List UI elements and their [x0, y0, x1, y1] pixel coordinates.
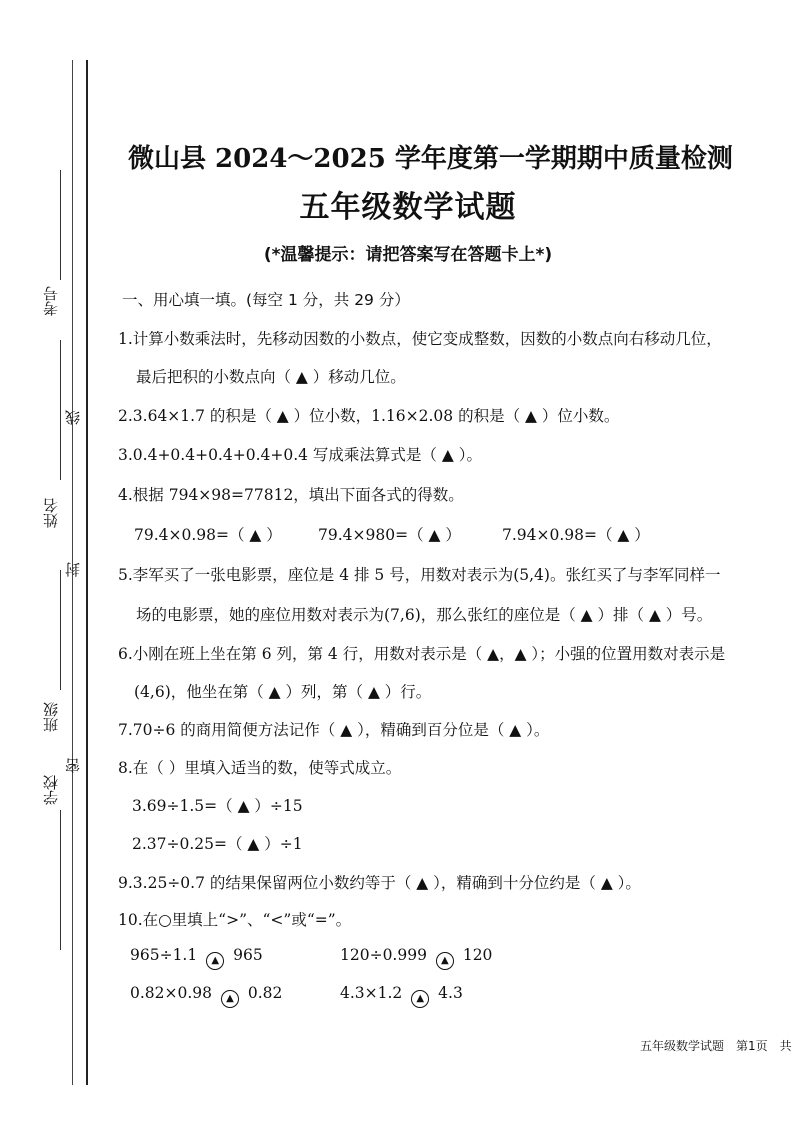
section-heading: 一、用心填一填。(每空 1 分，共 29 分）	[122, 291, 410, 309]
question-8-stem: 8.在（ ）里填入适当的数，使等式成立。	[118, 759, 402, 777]
name-label: 姓名	[42, 498, 60, 528]
compare-2-circle: ▲	[436, 952, 454, 970]
answer-tip: (*温馨提示：请把答案写在答题卡上*)	[263, 245, 553, 265]
class-blank	[60, 570, 61, 690]
question-4-b: 79.4×980=（ ▲ ）	[318, 526, 461, 544]
question-1-line2: 最后把积的小数点向（ ▲ ）移动几位。	[136, 368, 406, 386]
page-footer: 五年级数学试题 第1页 共	[640, 1039, 792, 1053]
exam-subtitle: 五年级数学试题	[299, 190, 517, 225]
binding-line-thick	[86, 60, 88, 1085]
compare-4-circle: ▲	[411, 990, 429, 1008]
school-label: 学校	[42, 775, 60, 805]
school-blank	[60, 810, 61, 950]
question-10-row1-left	[130, 946, 263, 970]
compare-4-right: 4.3	[438, 984, 463, 1002]
compare-3-circle: ▲	[221, 990, 239, 1008]
question-5-line1: 5.李军买了一张电影票，座位是 4 排 5 号，用数对表示为(5,4)。张红买了与李军同样一	[118, 566, 721, 584]
seal-line-char: 线	[64, 410, 82, 425]
compare-1-left: 965÷1.1	[130, 946, 198, 964]
compare-2-left: 120÷0.999	[340, 946, 427, 964]
question-1-line1: 1.计算小数乘法时，先移动因数的小数点，使它变成整数，因数的小数点向右移动几位，	[118, 330, 722, 348]
seal-seal-char: 封	[64, 562, 82, 577]
exam-title: 微山县 2024～2025 学年度第一学期期中质量检测	[128, 144, 733, 174]
question-10-row2-right	[340, 984, 463, 1008]
question-10-row2-left	[130, 984, 282, 1008]
question-6-line2: (4,6)，他坐在第（ ▲ ）列，第（ ▲ ）行。	[134, 683, 432, 701]
seal-secret-char: 密	[64, 758, 82, 773]
compare-2-right: 120	[462, 946, 493, 964]
question-8-b: 2.37÷0.25=（ ▲ ）÷1	[132, 835, 303, 853]
question-4-stem: 4.根据 794×98=77812，填出下面各式的得数。	[118, 486, 464, 504]
name-blank	[60, 340, 61, 480]
compare-1-circle: ▲	[206, 952, 224, 970]
question-5-line2: 场的电影票，她的座位用数对表示为(7,6)，那么张红的座位是（ ▲ ）排（ ▲ ）号。	[136, 606, 713, 624]
question-10-stem: 10.在○里填上“>”、“<”或“=”。	[118, 911, 352, 929]
question-7: 7.70÷6 的商用简便方法记作（ ▲ ），精确到百分位是（ ▲ ）。	[118, 721, 550, 739]
question-6-line1: 6.小刚在班上坐在第 6 列，第 4 行，用数对表示是（ ▲，▲ ）；小强的位置用数对表示是	[118, 645, 726, 663]
question-3: 3.0.4+0.4+0.4+0.4+0.4 写成乘法算式是（ ▲ ）。	[118, 446, 482, 464]
question-4-c: 7.94×0.98=（ ▲ ）	[502, 526, 650, 544]
compare-3-left: 0.82×0.98	[130, 984, 213, 1002]
compare-1-right: 965	[233, 946, 263, 964]
compare-4-left: 4.3×1.2	[340, 984, 403, 1002]
exam-no-label: 考号	[42, 286, 60, 316]
question-10-row1-right	[340, 946, 492, 970]
question-8-a: 3.69÷1.5=（ ▲ ）÷15	[132, 797, 303, 815]
exam-no-blank	[60, 170, 61, 280]
compare-3-right: 0.82	[247, 984, 283, 1002]
question-9: 9.3.25÷0.7 的结果保留两位小数约等于（ ▲ ），精确到十分位约是（ ▲ ）。	[118, 874, 641, 892]
class-label: 班级	[42, 702, 60, 732]
question-4-a: 79.4×0.98=（ ▲ ）	[134, 526, 282, 544]
question-2: 2.3.64×1.7 的积是（ ▲ ）位小数，1.16×2.08 的积是（ ▲ ）位小数。	[118, 407, 620, 425]
